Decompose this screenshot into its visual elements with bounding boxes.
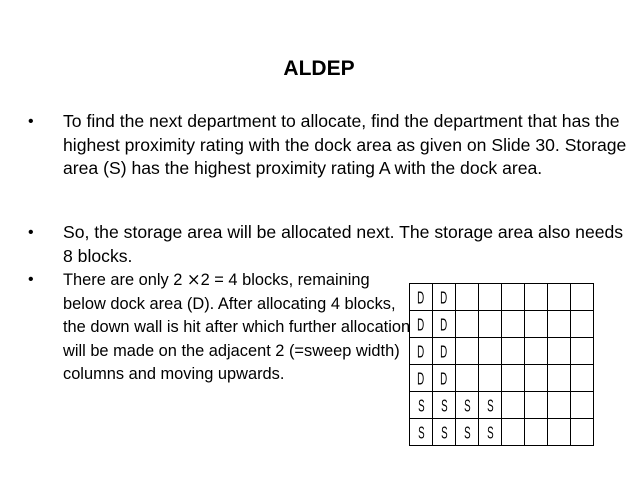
grid-cell-label: D bbox=[417, 340, 425, 362]
grid-row bbox=[410, 311, 594, 338]
multiply-sign: × bbox=[186, 270, 201, 289]
grid-cell bbox=[456, 311, 479, 338]
grid-row bbox=[410, 419, 594, 446]
grid-cell-label: D bbox=[440, 340, 448, 362]
grid-cell bbox=[433, 338, 456, 365]
bullet-text bbox=[63, 268, 413, 387]
grid-cell bbox=[479, 338, 502, 365]
grid-cell bbox=[548, 419, 571, 446]
grid-cell bbox=[410, 284, 433, 311]
grid-cell bbox=[525, 338, 548, 365]
grid-cell bbox=[525, 419, 548, 446]
grid-cell bbox=[548, 365, 571, 392]
grid-cell bbox=[456, 419, 479, 446]
grid-cell bbox=[410, 392, 433, 419]
grid-cell bbox=[548, 392, 571, 419]
grid-cell bbox=[571, 392, 594, 419]
grid-cell bbox=[502, 284, 525, 311]
grid-cell-label: D bbox=[417, 313, 425, 335]
grid-cell bbox=[502, 419, 525, 446]
grid-row bbox=[410, 365, 594, 392]
grid-cell-label: D bbox=[440, 367, 448, 389]
grid-cell bbox=[456, 338, 479, 365]
grid-cell bbox=[548, 284, 571, 311]
bullet-text: To find the next department to allocate, find the department that has the highest proximity rating with the dock area as given on Slide 30. Storage area (S) has the highest proximity rating A with the dock area. bbox=[63, 111, 627, 178]
grid-cell-label: D bbox=[440, 286, 448, 308]
grid-cell bbox=[571, 419, 594, 446]
grid-cell-label: S bbox=[440, 421, 448, 443]
grid-cell bbox=[410, 419, 433, 446]
grid-cell-label: D bbox=[417, 367, 425, 389]
bullet-text-part: There are only 2 bbox=[63, 271, 187, 289]
grid-cell bbox=[548, 338, 571, 365]
bullet-icon: • bbox=[28, 113, 34, 130]
grid-cell bbox=[571, 365, 594, 392]
bullet-text: So, the storage area will be allocated next. The storage area also needs 8 blocks. bbox=[63, 222, 624, 266]
grid-cell-label: S bbox=[463, 394, 471, 416]
grid-cell bbox=[548, 311, 571, 338]
grid-cell bbox=[433, 284, 456, 311]
grid-cell bbox=[479, 311, 502, 338]
grid-cell bbox=[502, 338, 525, 365]
grid-cell bbox=[502, 365, 525, 392]
grid-cell-label: S bbox=[440, 394, 448, 416]
grid-cell bbox=[502, 392, 525, 419]
grid-cell bbox=[525, 365, 548, 392]
grid-cell-label: S bbox=[417, 394, 425, 416]
grid-row bbox=[410, 284, 594, 311]
grid-cell bbox=[410, 311, 433, 338]
grid-cell bbox=[456, 284, 479, 311]
grid-cell bbox=[525, 311, 548, 338]
grid-cell bbox=[410, 365, 433, 392]
grid-cell bbox=[525, 392, 548, 419]
grid-cell bbox=[456, 365, 479, 392]
grid-cell bbox=[571, 338, 594, 365]
bullet-text-part: 2 = 4 blocks, remaining below dock area (D). After allocating 4 blocks, the down wall is hit after which further allocation will be made on the adjacent 2 (=sweep width) columns and moving upwards. bbox=[63, 271, 411, 383]
grid-cell bbox=[479, 392, 502, 419]
slide-title: ALDEP bbox=[283, 57, 355, 80]
grid-cell bbox=[479, 365, 502, 392]
grid-cell bbox=[433, 392, 456, 419]
grid-cell-label: S bbox=[463, 421, 471, 443]
layout-grid-body bbox=[410, 284, 594, 446]
grid-cell bbox=[433, 311, 456, 338]
grid-cell-label: S bbox=[417, 421, 425, 443]
grid-cell bbox=[479, 419, 502, 446]
grid-cell bbox=[433, 365, 456, 392]
grid-cell bbox=[571, 311, 594, 338]
grid-cell bbox=[571, 284, 594, 311]
grid-cell-label: D bbox=[440, 313, 448, 335]
grid-cell bbox=[525, 284, 548, 311]
grid-cell bbox=[410, 338, 433, 365]
grid-cell-label: D bbox=[417, 286, 425, 308]
grid-cell bbox=[502, 311, 525, 338]
grid-cell bbox=[433, 419, 456, 446]
grid-cell bbox=[456, 392, 479, 419]
grid-cell-label: S bbox=[486, 394, 494, 416]
grid-row bbox=[410, 338, 594, 365]
bullet-icon: • bbox=[28, 224, 34, 241]
grid-row bbox=[410, 392, 594, 419]
grid-cell-label: S bbox=[486, 421, 494, 443]
layout-grid bbox=[409, 283, 594, 446]
bullet-icon: • bbox=[28, 271, 34, 288]
grid-cell bbox=[479, 284, 502, 311]
